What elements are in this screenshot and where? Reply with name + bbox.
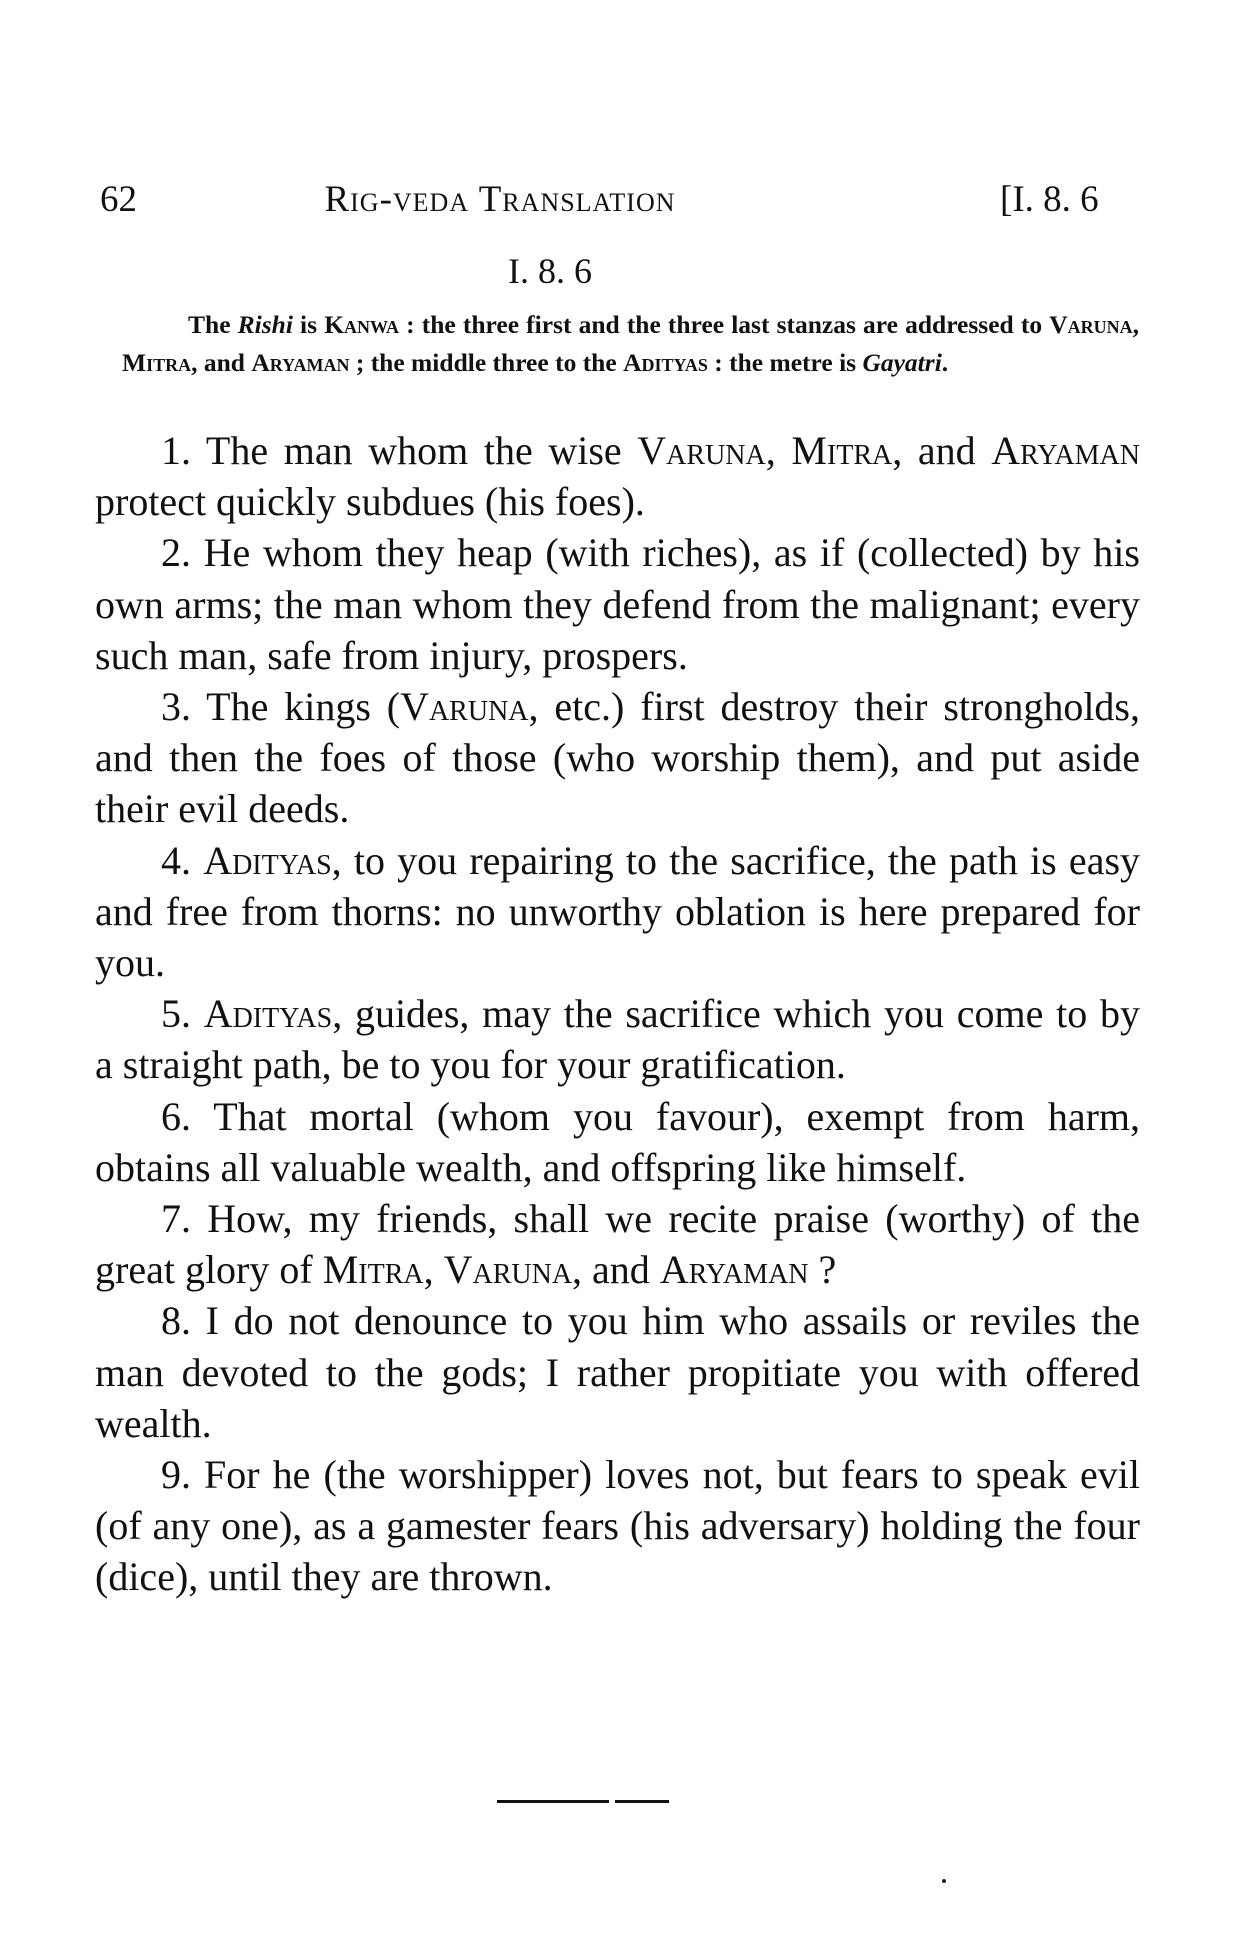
page-number: 62: [100, 179, 137, 220]
metre-name: Gayatri: [862, 348, 942, 377]
verse-7: 7. How, my friends, shall we recite praise (worthy) of the great glory of Mitra, Varuna, and Aryaman ?: [95, 1196, 1140, 1293]
name-adityas: Adityas: [623, 348, 708, 377]
verse-list: [95, 425, 1140, 1603]
verse-1: 1. The man whom the wise Varuna, Mitra, and Aryaman protect quickly subdues (his foes).: [95, 428, 1140, 525]
hymn-intro: The Rishi is Kanwa : the three first and the three last stanzas are addressed to Varuna, Mitra, and Aryaman ; the middle three to the Adityas : the metre is Gayatri.: [122, 310, 1139, 377]
print-speck: [942, 1879, 946, 1883]
verse-8: 8. I do not denounce to you him who assails or reviles the man devoted to the gods; I rather propitiate you with offered wealth.: [95, 1298, 1140, 1446]
verse-5: 5. Adityas, guides, may the sacrifice which you come to by a straight path, be to you for your gratification.: [95, 991, 1141, 1088]
end-rule: [497, 1797, 669, 1805]
section-reference: [I. 8. 6: [1000, 179, 1099, 220]
verse-6: 6. That mortal (whom you favour), exempt from harm, obtains all valuable wealth, and offspring like himself.: [95, 1093, 1140, 1190]
verse-9: 9. For he (the worshipper) loves not, but fears to speak evil (of any one), as a gamester fears (his adversary) holding the four (dice), until they are thrown.: [95, 1452, 1140, 1600]
rishi-term: Rishi: [237, 310, 293, 339]
page-header: [0, 178, 1250, 238]
name-kanwa: Kanwa: [324, 310, 400, 339]
name-mitra: Mitra: [122, 348, 192, 377]
verse-2: 2. He whom they heap (with riches), as if (collected) by his own arms; the man whom they defend from the malignant; every such man, safe from injury, prospers.: [95, 530, 1140, 678]
running-title: Rig-veda Translation: [324, 179, 676, 220]
verse-4: 4. Adityas, to you repairing to the sacrifice, the path is easy and free from thorns: no unworthy oblation is here prepared for you.: [95, 837, 1141, 986]
name-varuna: Varuna: [1049, 310, 1133, 339]
name-aryaman: Aryaman: [251, 348, 350, 377]
hymn-title: I. 8. 6: [508, 251, 592, 291]
verse-3: 3. The kings (Varuna, etc.) first destroy their strongholds, and then the foes of those (who worship them), and put aside their evil deeds.: [95, 684, 1140, 832]
